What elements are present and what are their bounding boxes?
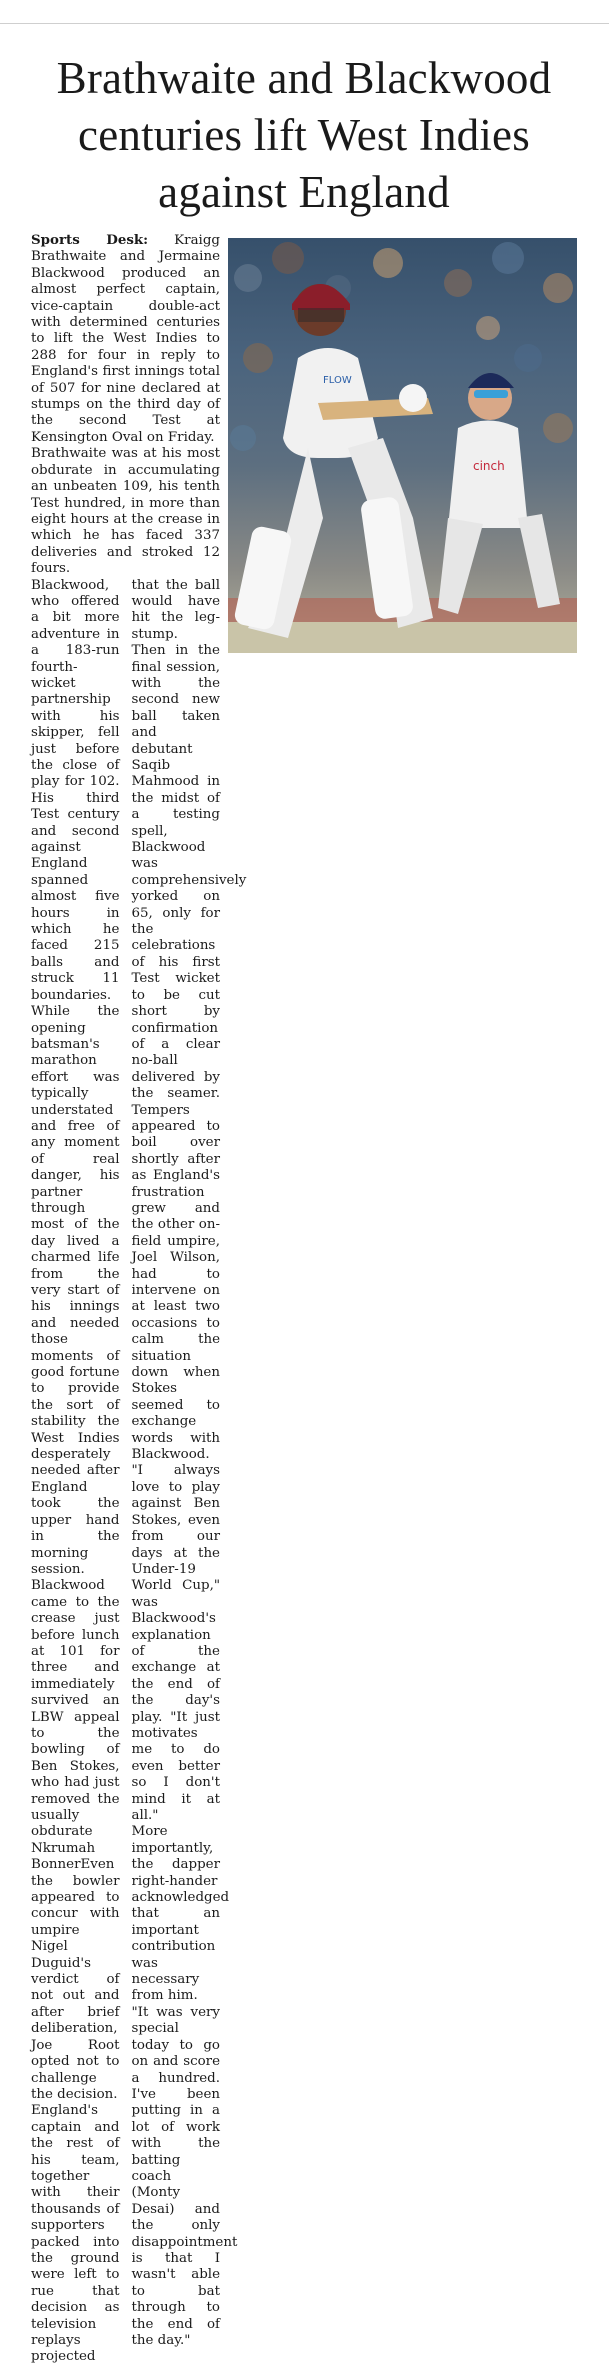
lead-label: Sports Desk:: [31, 232, 149, 248]
top-rule: [0, 23, 609, 24]
paragraph-7: More importantly, the dapper right-hander acknowledged that an important contribution was necessary from him.: [131, 1824, 230, 2004]
headline: Brathwaite and Blackwood centuries lift West Indies against England: [56, 53, 552, 217]
article-columns: [31, 577, 247, 2366]
paragraph-2: Brathwaite was at his most obdurate in accumulating an unbeaten 109, his tenth Test hundred, in more than eight hours at the crease in which he has faced 337 deliveries and stroked 12 fours.: [31, 446, 220, 577]
paragraph-6: "I always love to play against Ben Stokes, even from our days at the Under-19 World Cup," was Blackwood's explanation of the exchange at the end of the day's play. "It just motivates me to do even better so I don't mind it at all.": [131, 1463, 220, 1823]
photo-illustration: [228, 238, 577, 653]
paragraph-3: Blackwood, who offered a bit more adventure in a 183-run fourth-wicket partnership with his skipper, fell just before the close of play for 102. His third Test century and second against England spanned almost five hours in which he faced 215 balls and struck 11 boundaries. While the opening batsman's marathon effort was typically understated and free of any moment of real danger, his partner through most of the day lived a charmed life from the very start of his innings and needed those moments of good fortune to provide the sort of stability the West Indies desperately needed after England took the upper hand in the morning session. Blackwood came to the crease just before lunch at 101 for three and immediately survived an LBW appeal to the bowling of Ben Stokes, who had just removed the usually obdurate Nkrumah BonnerEven the bowler appeared to concur with umpire Nigel Duguid's verdict of not out and after brief deliberation, Joe Root opted not to challenge the decision.: [31, 577, 120, 2102]
article-body: [31, 232, 577, 2366]
batsman-figure: [233, 284, 433, 638]
shirt-sponsor-right: cinch: [473, 459, 505, 473]
fielder-figure: [438, 373, 560, 614]
cricket-photo: [228, 238, 577, 653]
paragraph-5: Then in the final session, with the second new ball taken and debutant Saqib Mahmood in the midst of a testing spell, Blackwood was comprehensively yorked on 65, only for the celebrations of his first Test wicket to be cut short by confirmation of a clear no-ball delivered by the seamer. Tempers appeared to boil over shortly after as England's frustration grew and the other on-field umpire, Joel Wilson, had to intervene on at least two occasions to calm the situation down when Stokes seemed to exchange words with Blackwood.: [131, 643, 247, 1463]
shirt-sponsor-left: FLOW: [323, 375, 352, 386]
paragraph-1-text: Kraigg Brathwaite and Jermaine Blackwood produced an almost perfect captain, vice-captain double-act with determined centuries to lift the West Indies to 288 for four in reply to England's first innings total of 507 for nine declared at stumps on the third day of the second Test at Kensington Oval on Friday.: [31, 233, 220, 445]
paragraph-8: "It was very special today to go on and score a hundred. I've been putting in a lot of work with the batting coach (Monty Desai) and the only disappointment is that I wasn't able to bat through to the end of the day.": [131, 2004, 238, 2348]
paragraph-4: England's captain and the rest of his team, together with their thousands of supporters packed into the ground were left to rue that decision as television replays projected that the ball would have hit the leg-stump.: [31, 577, 220, 2365]
